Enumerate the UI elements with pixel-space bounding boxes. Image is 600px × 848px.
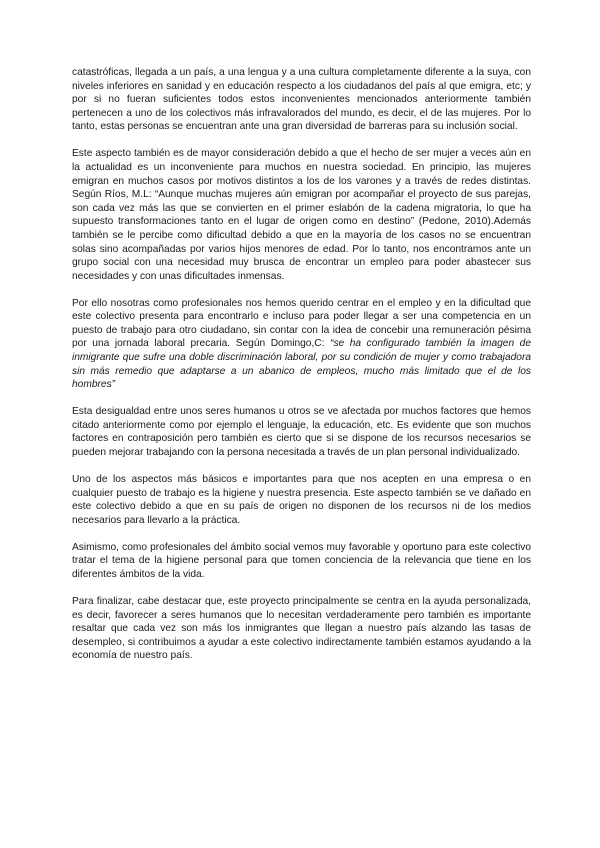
paragraph-1 xyxy=(72,66,531,134)
paragraph-5 xyxy=(72,473,531,527)
paragraph-4-text: Esta desigualdad entre unos seres humanos u otros se ve afectada por muchos factores que hemos citado anteriormente como por ejemplo el lenguaje, la educación, etc. Es evidente que son muchos factores en contraposición pero también es cierto que si se dispone de los recursos necesarios se pueden mejorar trabajando con la persona necesitada a través de un plan personal individualizado. xyxy=(72,406,531,459)
paragraph-2 xyxy=(72,147,531,283)
paragraph-6-text: Asimismo, como profesionales del ámbito social vemos muy favorable y oportuno para este colectivo tratar el tema de la higiene personal para que tomen conciencia de la relevancia que tiene en los diferentes ámbitos de la vida. xyxy=(72,541,531,580)
paragraph-6 xyxy=(72,541,531,582)
paragraph-5-text: Uno de los aspectos más básicos e importantes para que nos acepten en una empresa o en cualquier puesto de trabajo es la higiene y nuestra presencia. Este aspecto también se ve dañado en este colectivo debido a que en su país de origen no disponen de los recursos ni de los medios necesarios para llevarlo a la práctica. xyxy=(72,474,531,526)
paragraph-3-text: Por ello nosotras como profesionales nos hemos querido centrar en el empleo y en la dificultad que este colectivo presenta para encontrarlo e incluso para poder llegar a ser una competencia en un puesto de trabajo para otro ciudadano, sin contar con la idea de concebir una remuneración pésima por una jornada laboral precaria. Según Domingo,C: xyxy=(72,297,531,350)
paragraph-3 xyxy=(72,297,531,392)
paragraph-3-quote: “se ha configurado también la imagen de inmigrante que sufre una doble discriminación laboral, por su condición de mujer y como trabajadora sin más remedio que adaptarse a un abanico de empleos, mucho más limitado que el de los hombres” xyxy=(72,338,532,391)
paragraph-4 xyxy=(72,405,531,459)
document-page xyxy=(72,66,531,676)
paragraph-7-text: Para finalizar, cabe destacar que, este proyecto principalmente se centra en la ayuda personalizada, es decir, favorecer a seres humanos que lo necesitan verdaderamente pero también es importante resaltar que cada vez son más los inmigrantes que llegan a nuestro país alzando las tasas de desempleo, si contribuimos a ayudar a este colectivo indirectamente también estamos ayudando a la economía de nuestro país. xyxy=(72,595,531,662)
paragraph-1-text: catastróficas, llegada a un país, a una lengua y a una cultura completamente diferente a la suya, con niveles inferiores en sanidad y en educación respecto a los ciudadanos del país al que emigra, etc; y por si no fueran suficientes todos estos inconvenientes mencionados anteriormente también pertenecen a uno de los colectivos más infravalorados del mundo, es decir, el de las mujeres. Por lo tanto, estas personas se encuentran ante una gran diversidad de barreras para su inclusión social. xyxy=(72,67,531,133)
paragraph-2-text: Este aspecto también es de mayor consideración debido a que el hecho de ser mujer a veces aún en la actualidad es un inconveniente para muchos en nuestra sociedad. En principio, las mujeres emigran en muchos casos por motivos distintos a los de los varones y a través de redes distintas. Según Ríos, M.L: “Aunque muchas mujeres aún emigran por acompañar el proyecto de sus parejas, son cada vez más las que se convierten en el primer eslabón de la cadena migratoria, lo que ha supuesto transformaciones tanto en el lugar de origen como en destino” (Pedone, 2010).Además también se le percibe como dificultad debido a que en la mayoría de los casos no se encuentran solas sino acompañadas por varios hijos menores de edad. Por lo tanto, nos encontramos ante un grupo social con una necesidad muy brusca de encontrar un empleo para poder abastecer sus necesidades y con unas dificultades inmensas. xyxy=(72,148,531,282)
paragraph-7 xyxy=(72,595,531,663)
